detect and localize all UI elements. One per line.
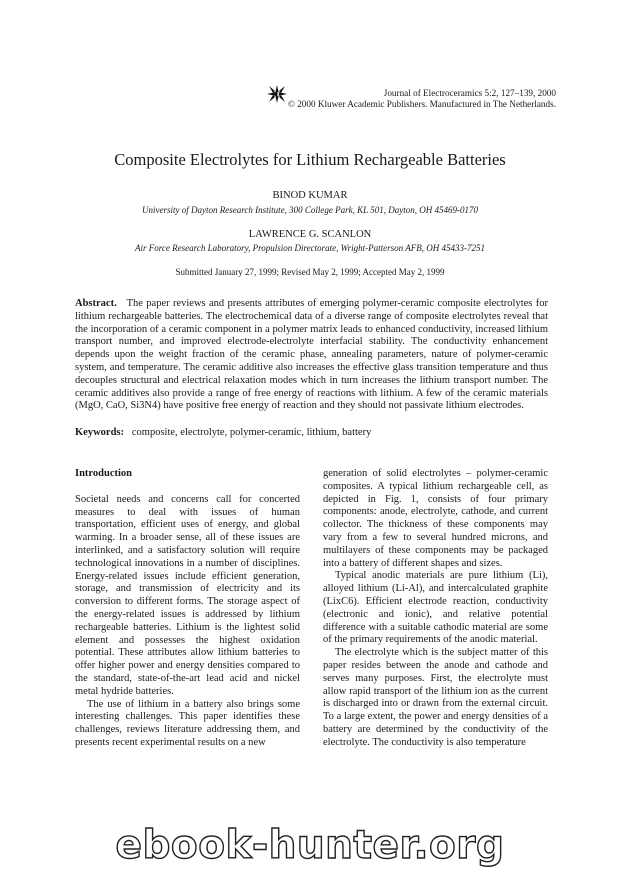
copyright-line: © 2000 Kluwer Academic Publishers. Manufactured in The Netherlands.: [287, 99, 556, 109]
keywords: [75, 427, 548, 438]
abstract: [75, 298, 548, 413]
watermark: ebook-hunter.org: [115, 823, 505, 868]
author-affiliation: University of Dayton Research Institute, 300 College Park, KL 501, Dayton, OH 45469-0170: [142, 205, 478, 215]
abstract-label: Abstract.: [75, 298, 117, 309]
paper-title: Composite Electrolytes for Lithium Rechargeable Batteries: [114, 150, 506, 169]
publisher-logo-icon: [266, 84, 288, 104]
paragraph: The electrolyte which is the subject matter of this paper resides between the anode and cathode and serves many purposes. First, the electrolyte must allow rapid transport of the lithium ion as the current is discharged into or drawn from the external circuit. To a large extent, the power and energy densities of a battery are determined by the conductivity of the electrolyte. The conductivity is also temperature: [323, 647, 548, 748]
text-column-left: [75, 468, 300, 750]
journal-citation: Journal of Electroceramics 5:2, 127–139, 2000: [383, 88, 556, 98]
paragraph: Societal needs and concerns call for concerted measures to deal with issues of human transportation, efficient uses of energy, and global warming. In a broader sense, all of these issues are interlinked, and a satisfactory solution will require technological innovations in a number of disciplines. Energy-related issues include efficient generation, storage, and transmission of electricity and its conversion to different forms. The storage aspect of the energy-related issues is addressed by lithium rechargeable batteries. Lithium is the lightest solid element and possesses the highest oxidation potential. These attributes allow lithium batteries to offer higher power and energy densities compared to the standard, state-of-the-art lead acid and nickel metal hydride batteries.: [75, 493, 300, 697]
keywords-text: composite, electrolyte, polymer-ceramic, lithium, battery: [131, 427, 372, 438]
paragraph: The use of lithium in a battery also brings some interesting challenges. This paper identifies these challenges, reviews literature addressing them, and presents recent experimental results on a new: [75, 698, 300, 748]
text-column-right: [323, 468, 548, 750]
author-affiliation: Air Force Research Laboratory, Propulsion Directorate, Wright-Patterson AFB, OH 45433-7251: [135, 243, 485, 253]
author-name: BINOD KUMAR: [272, 190, 348, 201]
abstract-text: The paper reviews and presents attributes of emerging polymer-ceramic composite electrolytes for lithium rechargeable batteries. The electrochemical data of a diverse range of composite electrolytes reveal that the incorporation of a ceramic component in a polymer matrix leads to enhanced conductivity, increased lithium transport number, and improved electrode-electrolyte interfacial stability. The conductivity enhancement depends upon the weight fraction of the ceramic phase, annealing parameters, nature of polymer-ceramic system, and temperature. The ceramic additive also increases the effective glass transition temperature and thus decouples structural and electrical relaxation modes which in turn increases the lithium transport number. The ceramic additives also provide a range of free energy of reactions with lithium. A few of the ceramic materials (MgO, CaO, Si3N4) have positive free energy of reaction and they should not passivate lithium electrodes.: [75, 298, 548, 412]
author-name: LAWRENCE G. SCANLON: [248, 229, 372, 240]
paragraph: generation of solid electrolytes – polymer-ceramic composites. A typical lithium rechargeable cell, as depicted in Fig. 1, consists of four primary components: anode, electrolyte, cathode, and current collector. The thickness of these components may vary from a few to several hundred microns, and multilayers of these components may be packaged into a battery of different shapes and sizes.: [323, 468, 548, 569]
submission-dates: Submitted January 27, 1999; Revised May 2, 1999; Accepted May 2, 1999: [175, 267, 445, 277]
section-heading: Introduction: [75, 468, 132, 479]
paragraph: Typical anodic materials are pure lithium (Li), alloyed lithium (Li-Al), and intercalculated graphite (LixC6). Efficient electrode reaction, conductivity (electronic and ionic), and relative potential difference with a suitable cathodic material are some of the primary requirements of the anodic material.: [323, 570, 548, 646]
keywords-label: Keywords:: [75, 427, 124, 438]
